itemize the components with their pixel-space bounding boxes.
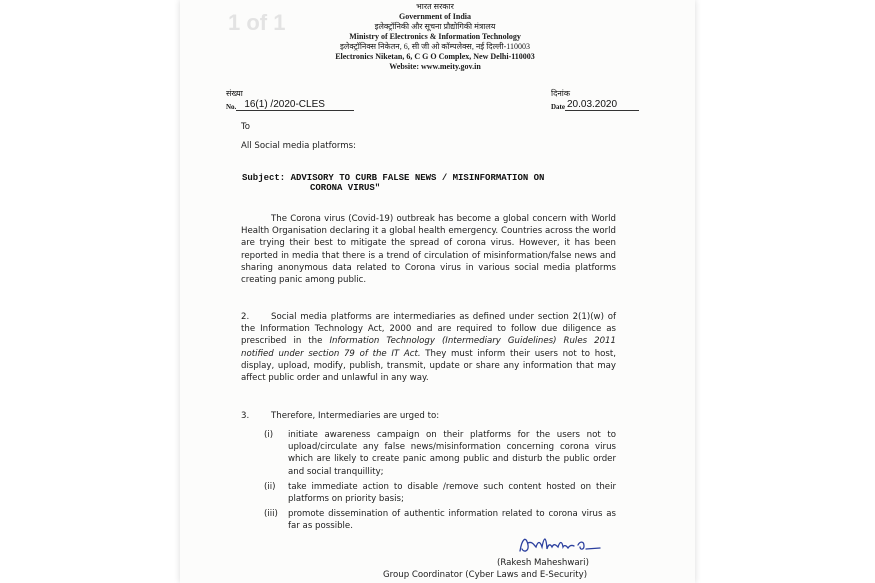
list-item-number: (iii) — [264, 509, 278, 519]
date-block — [551, 88, 639, 111]
letterhead — [280, 2, 590, 72]
paragraph-3-text: Therefore, Intermediaries are urged to: — [271, 411, 440, 421]
page-counter: 1 of 1 — [228, 10, 286, 35]
addressee-to: To — [241, 122, 251, 132]
letterhead-line: Website: www.meity.gov.in — [389, 62, 481, 71]
paragraph-2 — [241, 311, 616, 384]
signatory-title: Group Coordinator (Cyber Laws and E-Security) — [383, 570, 588, 580]
paragraph-2-text: Social media platforms are intermediaries as defined under section 2(1)(w) of the Information Technology Act, 2000 and are required to follow due diligence as prescribed in the — [241, 312, 616, 347]
reference-value: 16(1) /2020-CLES — [236, 99, 354, 111]
letterhead-line: भारत सरकार — [416, 2, 454, 11]
reference-number — [226, 88, 354, 111]
reference-label: No. — [226, 103, 237, 111]
paragraph-1: The Corona virus (Covid-19) outbreak has become a global concern with World Health Organisation declaring it a global health emergency. Countries across the world are trying their best to mitigate the spread of corona virus. However, it has been reported in media that there is a trend of circulation of misinformation/false news and sharing anonymous data related to Corona virus in various social media platforms creating panic among public. — [241, 214, 616, 286]
paragraph-2-italic: Information Technology (Intermediary Guidelines) Rules 2011 notified under section 79 of the IT Act. — [241, 336, 616, 359]
list-item-number: (ii) — [264, 482, 276, 492]
letterhead-line: Ministry of Electronics & Information Technology — [349, 32, 521, 41]
subject-line — [242, 173, 622, 193]
date-label: Date — [551, 103, 565, 111]
list-item-text: promote dissemination of authentic information related to corona virus as far as possible. — [288, 509, 616, 532]
paragraph-2-text-end: They must inform their users not to host, display, upload, modify, publish, transmit, update or share any information that may affect public order and unlawful in any way. — [241, 348, 616, 384]
list-item — [264, 429, 616, 478]
list-item-text: initiate awareness campaign on their platforms for the users not to upload/circulate any false news/misinformation concerning corona virus which are likely to create panic among public and disturb the public order and social tranquillity; — [288, 430, 616, 477]
handwritten-signature — [514, 531, 624, 561]
paragraph-3 — [241, 410, 616, 422]
subject-text-continued: CORONA VIRUS" — [310, 183, 381, 193]
addressee-recipient: All Social media platforms: — [241, 141, 356, 151]
letterhead-line: Government of India — [399, 12, 471, 21]
date-value: 20.03.2020 — [565, 99, 639, 111]
list-item — [264, 508, 616, 532]
paragraph-number: 2. — [241, 312, 250, 322]
letterhead-line: इलेक्ट्रॉनिक्स निकेतन, 6, सी जी ओ कॉम्पलेक्स, नई दिल्ली-110003 — [340, 42, 530, 51]
list-item — [264, 481, 616, 505]
list-item-text: take immediate action to disable /remove such content hosted on their platforms on priority basis; — [288, 482, 616, 505]
letterhead-line: इलेक्ट्रॉनिकी और सूचना प्रौद्योगिकी मंत्रालय — [374, 22, 496, 31]
letterhead-line: Electronics Niketan, 6, C G O Complex, New Delhi-110003 — [335, 52, 535, 61]
list-item-number: (i) — [264, 430, 274, 440]
date-label-hindi: दिनांक — [551, 89, 570, 98]
reference-label-hindi: संख्या — [226, 89, 243, 98]
paragraph-number: 3. — [241, 411, 250, 421]
subject-text: Subject: ADVISORY TO CURB FALSE NEWS / MISINFORMATION ON — [242, 173, 545, 183]
signatory-name: (Rakesh Maheshwari) — [497, 558, 589, 568]
